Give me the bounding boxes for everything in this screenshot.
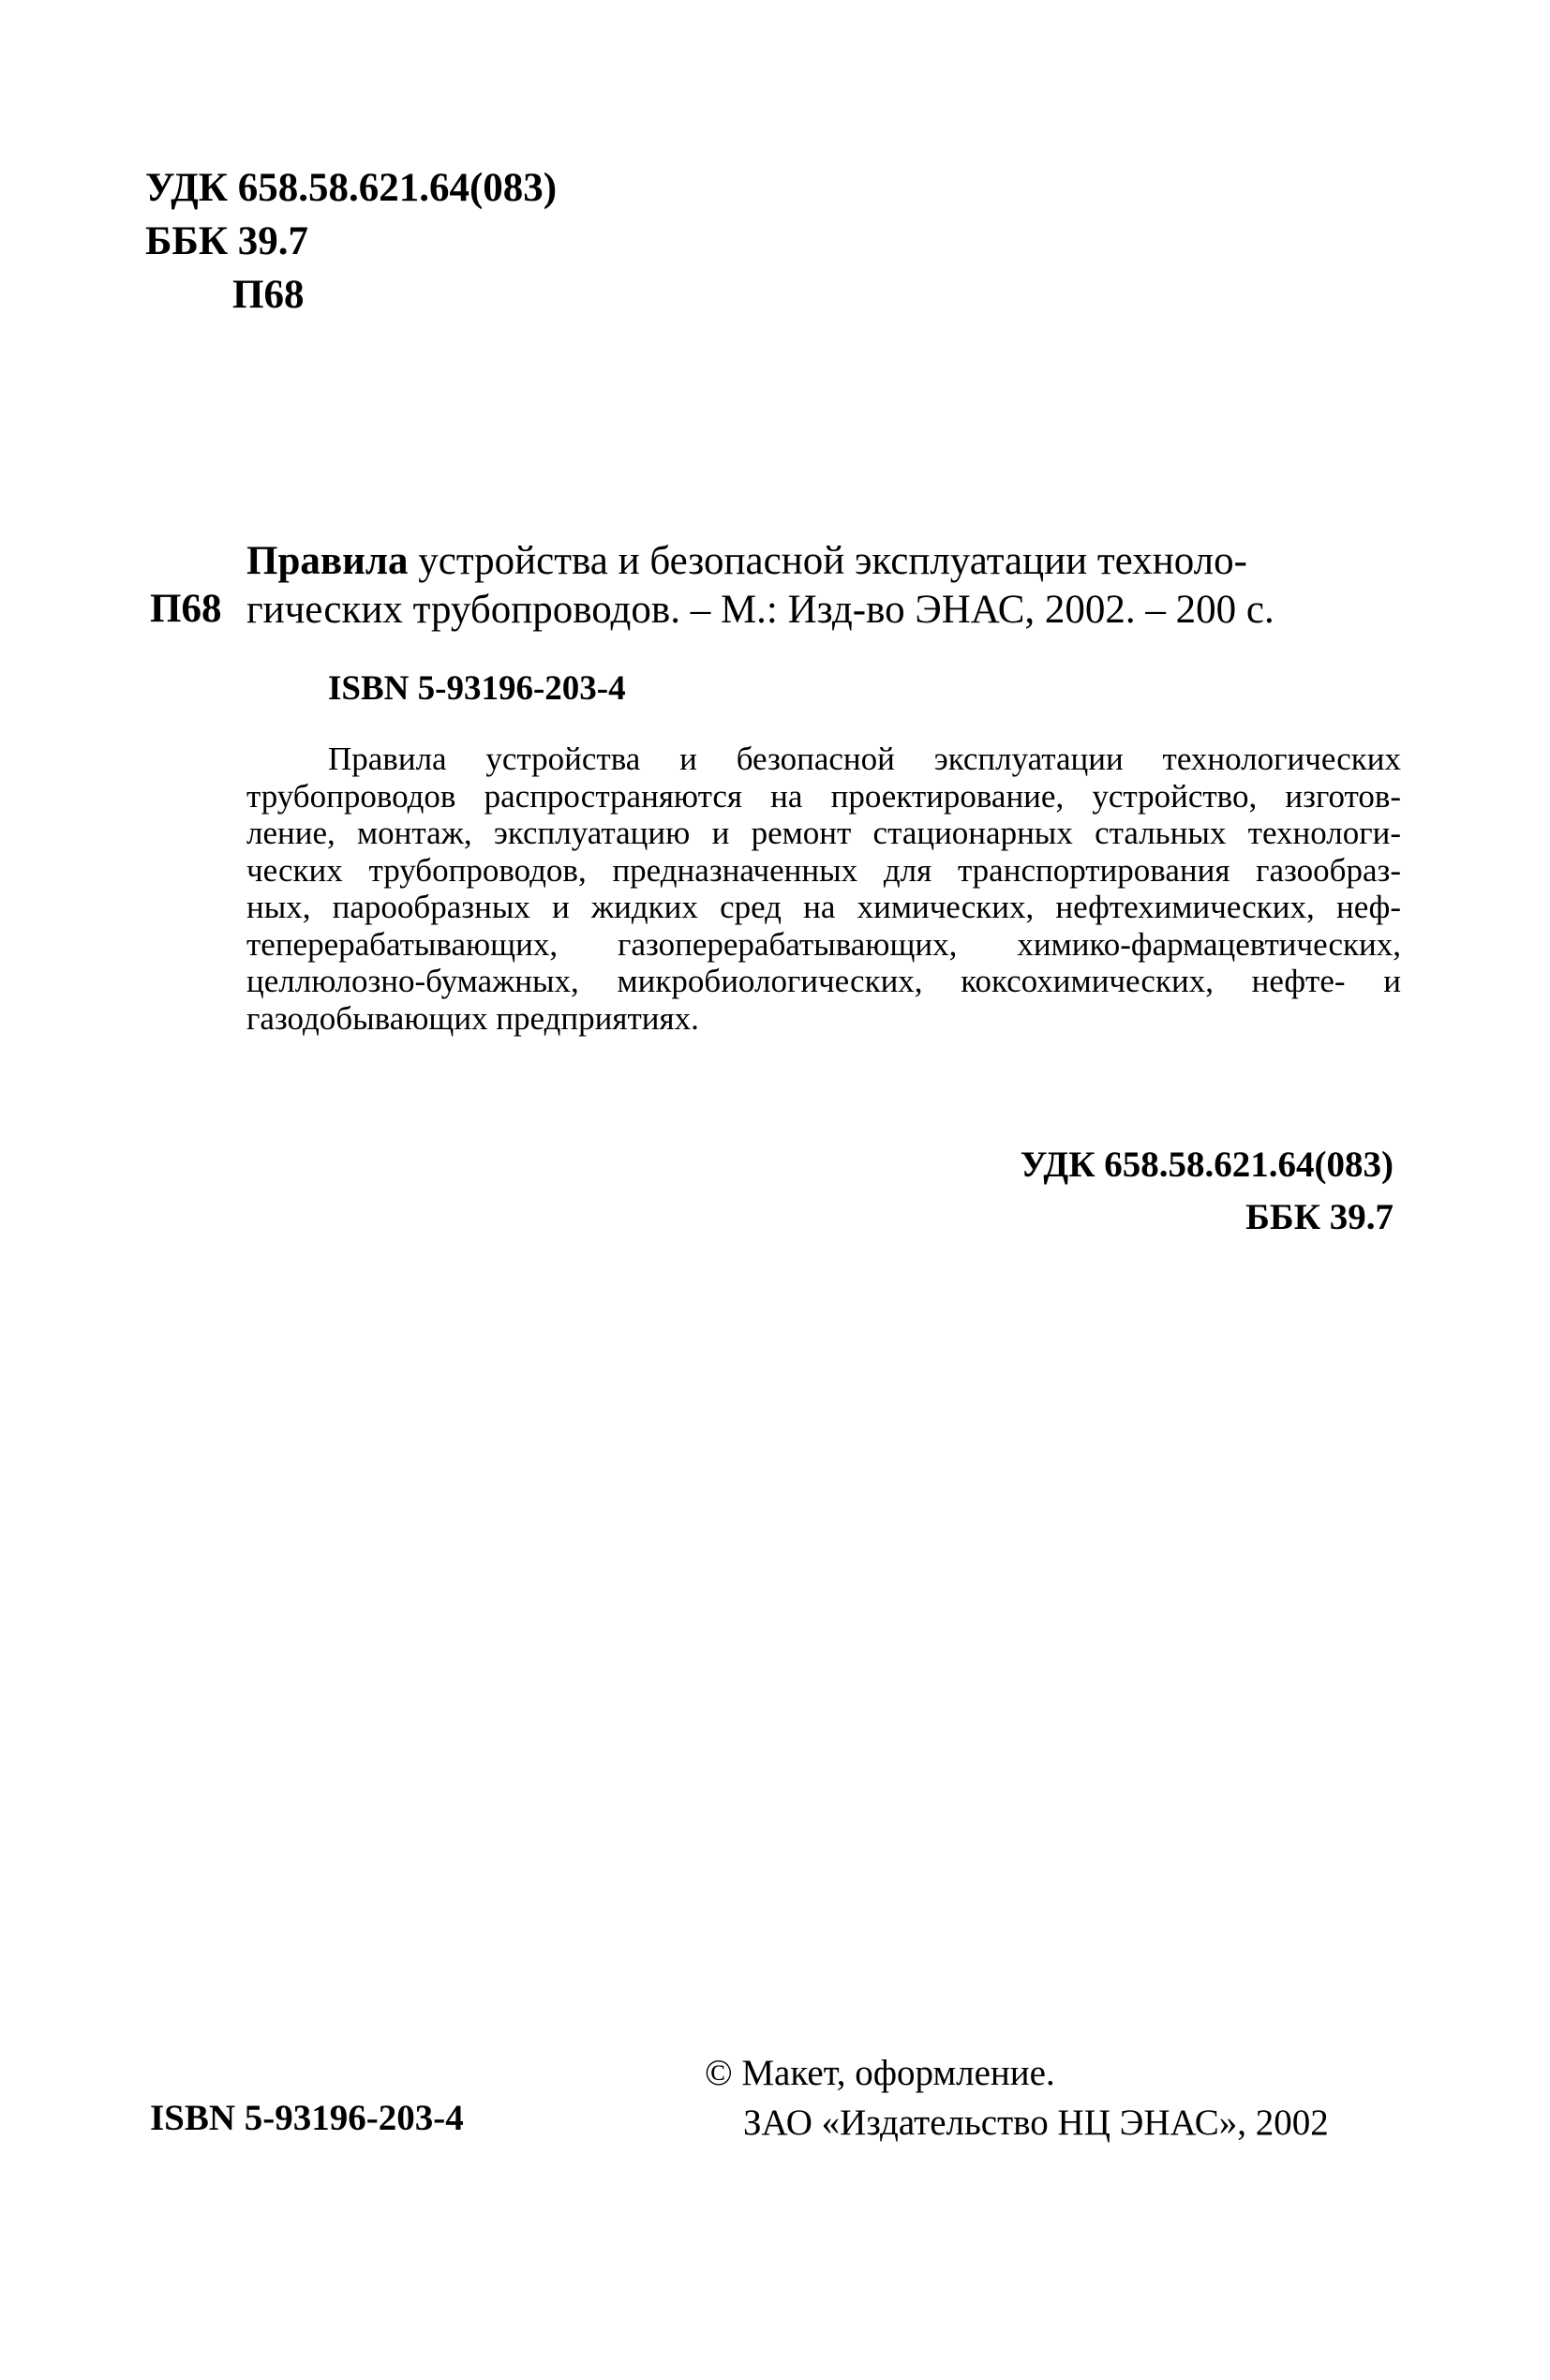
udc-code: УДК 658.58.621.64(083) bbox=[145, 166, 558, 210]
author-mark: П68 bbox=[232, 273, 305, 317]
classification-codes-top bbox=[145, 161, 557, 322]
annotation-line: ческих трубопроводов, предназначенных для транспортирования газообраз- bbox=[246, 851, 1401, 889]
publisher-line: ЗАО «Издательство НЦ ЭНАС», 2002 bbox=[743, 2103, 1329, 2143]
bbk-code: ББК 39.7 bbox=[145, 219, 309, 263]
classification-codes-bottom bbox=[1021, 1139, 1394, 1244]
bbk-code: ББК 39.7 bbox=[1245, 1197, 1394, 1237]
isbn-main: ISBN 5-93196-203-4 bbox=[328, 669, 626, 708]
annotation-line: ных, парообразных и жидких сред на химических, нефтехимических, неф- bbox=[246, 889, 1401, 925]
annotation-line: трубопроводов распространяются на проектирование, устройство, изготов- bbox=[246, 777, 1401, 815]
annotation-line: теперерабатывающих, газоперерабатывающих, химико-фармацевтических, bbox=[246, 925, 1401, 963]
copyright-notice bbox=[705, 2048, 1329, 2148]
bib-title-rest: устройства и безопасной эксплуатации техноло- bbox=[408, 539, 1247, 583]
bibliographic-entry bbox=[246, 537, 1401, 635]
bib-author-mark: П68 bbox=[150, 587, 222, 631]
bib-title-bold: Правила bbox=[246, 539, 409, 583]
udc-code: УДК 658.58.621.64(083) bbox=[1020, 1145, 1394, 1185]
bib-entry-line-1 bbox=[246, 537, 1401, 586]
copyright-line: © Макет, оформление. bbox=[705, 2053, 1055, 2093]
annotation-line: Правила устройства и безопасной эксплуатации технологических bbox=[328, 741, 1401, 777]
annotation-line: ление, монтаж, эксплуатацию и ремонт стационарных стальных технологи- bbox=[246, 815, 1401, 851]
annotation-line: целлюлозно-бумажных, микробиологических, коксохимических, нефте- и bbox=[246, 963, 1401, 999]
isbn-footer: ISBN 5-93196-203-4 bbox=[150, 2098, 464, 2138]
bib-entry-line-2: гических трубопроводов. – М.: Изд-во ЭНАС, 2002. – 200 с. bbox=[246, 588, 1274, 632]
annotation-paragraph bbox=[246, 741, 1401, 1037]
annotation-line: газодобывающих предприятиях. bbox=[246, 999, 699, 1037]
